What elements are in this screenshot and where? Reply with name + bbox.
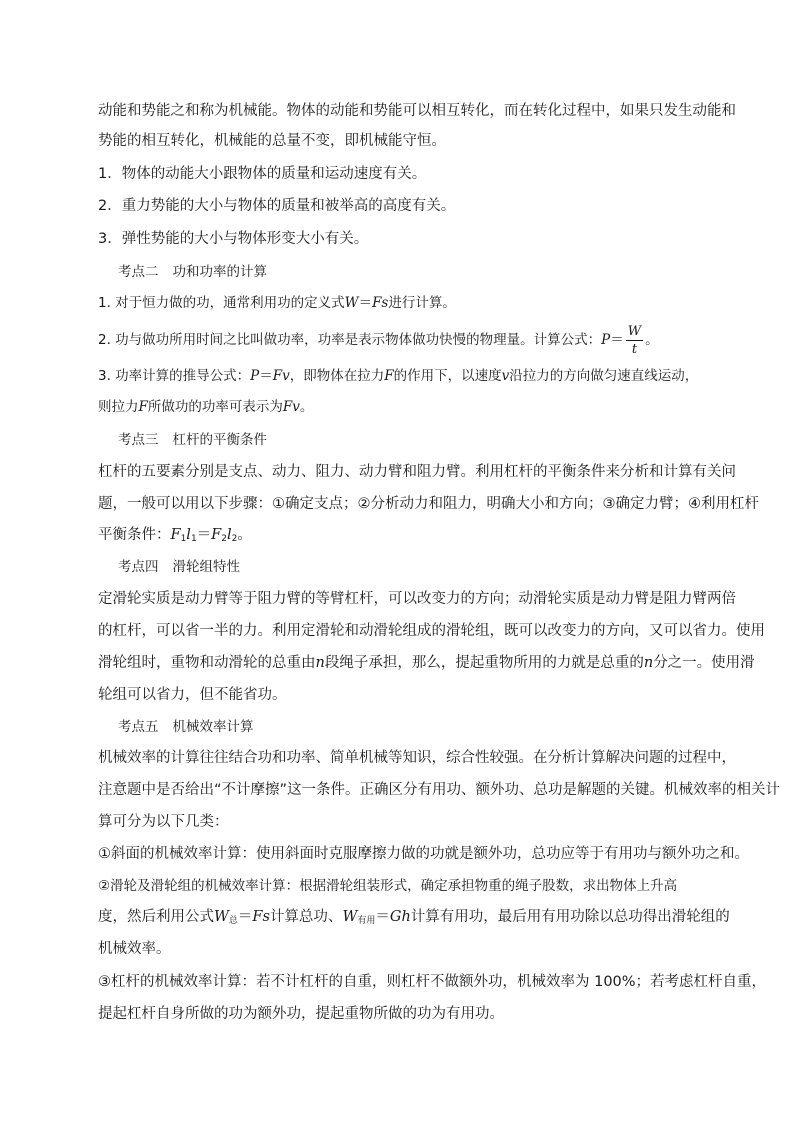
text-run: 。 [299,399,314,415]
section2-item-3-line-2 [98,397,738,417]
section3-line-1: 杠杆的五要素分别是支点、动力、阻力、动力臂和阻力臂。利用杠杆的平衡条件来分析和计算有关问 [98,464,736,480]
text-run: 。 [237,527,252,543]
section3-line-2: 题，一般可以用以下步骤：①确定支点；②分析动力和阻力，明确大小和方向；③确定力臂；④利用杠杆 [98,496,759,512]
var-P: P [601,332,611,348]
section-title: 杠杆的平衡条件 [172,432,267,448]
text-run: 沿拉力的方向做匀速直线运动， [509,368,699,384]
var-n: n [315,655,325,671]
var-W: W [344,295,359,311]
text-run: 。 [645,332,659,348]
text-run: 滑轮组时，重物和动滑轮的总重由 [98,655,316,671]
var-W: W [342,909,358,925]
var-l1: l [186,527,191,543]
intro-line-1: 动能和势能之和称为机械能。物体的动能和势能可以相互转化，而在转化过程中，如果只发生动能和 [98,103,736,119]
section2-item-3-line-1 [98,366,738,386]
section5-line-3: 算可分为以下几类： [98,814,229,830]
subscript: 2 [231,534,238,544]
section-heading-4 [118,557,758,577]
section4-line-3 [98,653,755,673]
text-run: 则拉力 [98,399,139,415]
section-heading-3 [118,430,758,450]
var-n: n [643,655,654,671]
section-title: 机械效率计算 [172,719,254,735]
text-run: 计算有用功，最后用有用功除以总功得出滑轮组的 [410,909,730,925]
section5-item-3-line-1: ③杠杆的机械效率计算：若不计杠杆的自重，则杠杆不做额外功，机械效率为 100%；若考虑杠杆自重， [98,974,767,990]
text-run: 分之一。使用滑 [653,655,755,671]
fraction-numerator: W [627,323,642,339]
intro-line-2: 势能的相互转化，机械能的总量不变，即机械能守恒。 [98,133,446,149]
text-run: ，即物体在拉力 [289,368,385,384]
text-run: 段绳子承担，那么，提起重物所用的力就是总重的 [324,655,644,671]
text-run: 计算总功、 [269,909,343,925]
var-F1: F [170,527,181,543]
subscript-total: 总 [228,916,238,926]
section-title: 功和功率的计算 [172,264,267,280]
energy-item-2: 2．重力势能的大小与物体的质量和被举高的高度有关。 [98,198,456,214]
var-F: F [138,399,148,415]
var-Fv: Fv [282,399,300,415]
section-label: 考点三 [118,432,159,448]
section5-item-2-line-3: 机械效率。 [98,941,171,957]
text-run: 1. 对于恒力做的功，通常利用功的定义式 [98,295,345,311]
section-title: 滑轮组特性 [172,559,240,575]
var-F2: F [211,527,222,543]
section-heading-5 [118,717,758,737]
section4-line-1: 定滑轮实质是动力臂等于阻力臂的等臂杠杆，可以改变力的方向；动滑轮实质是动力臂是阻力臂两倍 [98,591,736,607]
section5-item-1: ①斜面的机械效率计算：使用斜面时克服摩擦力做的功就是额外功，总功应等于有用功与额外功之和。 [98,846,749,862]
section-heading-2 [118,262,758,282]
var-v: v [501,368,510,384]
var-Fv: Fv [272,368,290,384]
fraction-denominator: t [631,341,638,357]
var-Fs: Fs [252,909,270,925]
var-W: W [214,909,229,925]
text-run: 度，然后利用公式 [98,909,214,925]
energy-item-1: 1．物体的动能大小跟物体的质量和运动速度有关。 [98,166,427,182]
var-P: P [250,368,260,384]
section5-item-2-line-2 [98,907,738,931]
equals-sign: ＝ [358,295,373,311]
equals-sign: ＝ [259,368,273,384]
subscript: 2 [221,534,227,544]
subscript: 1 [180,534,187,544]
power-fraction [626,324,643,357]
section-label: 考点四 [118,559,159,575]
subscript-useful: 有用 [357,916,376,926]
section-label: 考点二 [118,264,159,280]
section5-item-2-line-1: ②滑轮及滑轮组的机械效率计算：根据滑轮组装形式，确定承担物重的绳子股数，求出物体上升高 [98,878,678,894]
equals-sign: ＝ [375,909,390,925]
section2-item-2 [98,322,738,358]
section5-item-3-line-2: 提起杠杆自身所做的功为额外功，提起重物所做的功为有用功。 [98,1006,504,1022]
text-run: 2. 功与做功所用时间之比叫做功率，功率是表示物体做功快慢的物理量。计算公式： [98,332,602,348]
var-Gh: Gh [389,909,411,925]
section2-item-1 [98,293,738,313]
section5-line-2: 注意题中是否给出“不计摩擦”这一条件。正确区分有用功、额外功、总功是解题的关键。机械效率的相关计 [98,782,781,798]
equals-sign: ＝ [610,332,624,348]
text-run: 平衡条件： [98,527,171,543]
section-label: 考点五 [118,719,159,735]
equals-sign: ＝ [237,909,253,925]
equals-sign: ＝ [196,527,212,543]
section3-line-3 [98,525,738,549]
section4-line-2: 的杠杆，可以省一半的力。利用定滑轮和动滑轮组成的滑轮组，既可以改变力的方向，又可以省力。使用 [98,623,765,639]
section4-line-4: 轮组可以省力，但不能省功。 [98,687,287,703]
text-run: 所做功的功率可表示为 [147,399,283,415]
text-run: 的作用下，以速度 [393,368,502,384]
text-run: 3. 功率计算的推导公式： [98,368,251,384]
energy-item-3: 3．弹性势能的大小与物体形变大小有关。 [98,231,369,247]
var-l2: l [226,527,232,543]
section5-line-1: 机械效率的计算往往结合功和功率、简单机械等知识，综合性较强。在分析计算解决问题的过程中， [98,750,736,766]
subscript: 1 [190,534,197,544]
var-Fs: Fs [372,295,389,311]
var-F: F [384,368,394,384]
text-run: 进行计算。 [388,295,456,311]
